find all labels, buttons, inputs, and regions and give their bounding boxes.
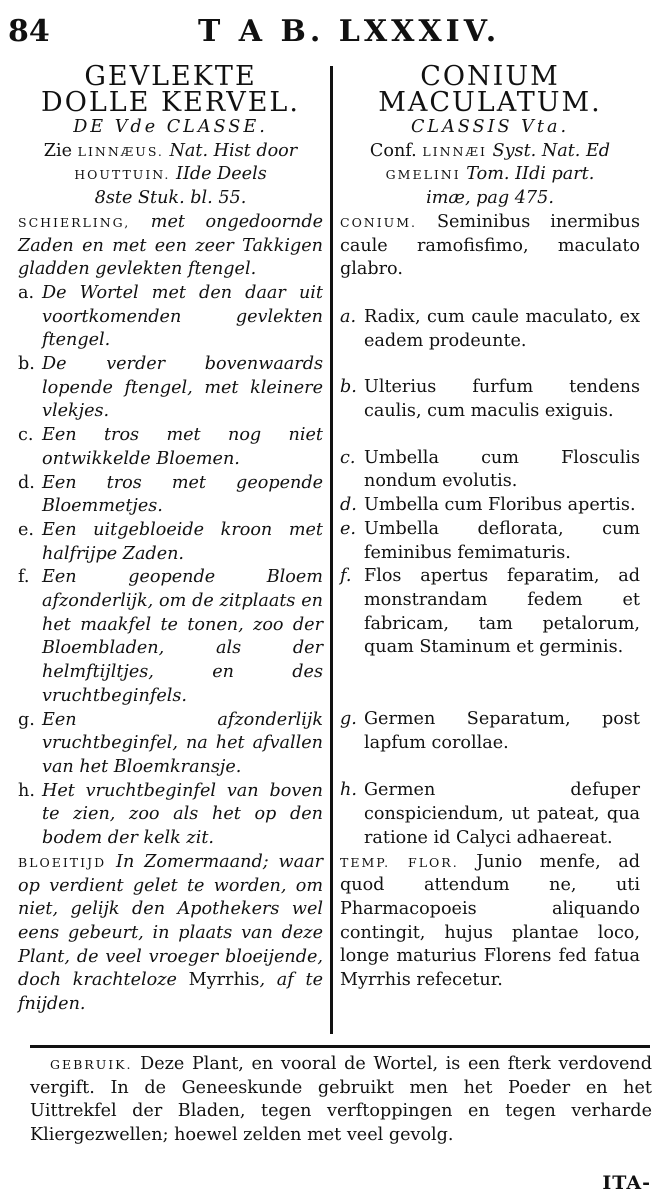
list-item: [340, 779, 640, 850]
item-text: Germen Separatum, post lapfum corollae.: [364, 709, 640, 753]
item-text: Umbella deflorata, cum feminibus femimaturis.: [364, 518, 640, 563]
item-text: Umbella cum Flosculis nondum evolutis.: [364, 447, 640, 492]
item-key: b.: [340, 377, 357, 398]
page-header: [0, 6, 663, 56]
latin-title-line-2: MACULATUM.: [378, 87, 602, 118]
list-item: [18, 566, 323, 708]
flowering-plant-name: Myrrhis: [188, 970, 260, 991]
flowering-time-dutch: [18, 851, 323, 1017]
item-text: De Wortel met den daar uit voortkomenden gevlekten ftengel.: [42, 282, 323, 351]
item-text: Het vruchtbeginfel van boven te zien, zoo als het op den bodem der kelk zit.: [42, 780, 323, 849]
list-item: [340, 376, 640, 423]
ref-work: Nat. Hist door: [163, 140, 298, 161]
item-text: Umbella cum Floribus apertis.: [364, 495, 636, 516]
flowering-text: In Zomermaand; waar op verdient gelet te worden, om niet, gelijk den Apothekers wel eens gebeurt, in plaats van deze Plant, de veel vroeger bloeijende, doch krachteloze: [18, 851, 323, 991]
ref-work: Syst. Nat. Ed: [486, 140, 611, 161]
latin-class-line: CLASSIS Vta.: [410, 117, 570, 137]
flowering-head: BLOEITIJD: [18, 854, 107, 870]
list-item: [18, 519, 323, 566]
latin-column: [340, 61, 640, 993]
item-key: h.: [340, 780, 357, 801]
latin-title-line-1: CONIUM: [420, 61, 560, 92]
dutch-title-line-1: GEVLEKTE: [84, 61, 257, 92]
item-key: g.: [18, 709, 35, 730]
latin-description: [340, 211, 640, 282]
description-head: CONIUM.: [340, 214, 417, 230]
item-key: c.: [340, 447, 356, 468]
description-head: SCHIERLING,: [18, 214, 131, 230]
flowering-time-latin: [340, 851, 640, 993]
item-text: Een uitgebloeide kroon met halfrijpe Zaden.: [42, 519, 323, 564]
item-key: e.: [18, 519, 35, 540]
ref-author: LINNÆUS.: [77, 143, 164, 159]
item-key: f.: [340, 566, 352, 587]
item-text: De verder bovenwaards lopende ftengel, met kleinere vlekjes.: [42, 354, 323, 422]
list-item: [340, 306, 640, 353]
item-key: g.: [340, 709, 357, 730]
list-item: [340, 565, 640, 660]
flowering-text: Junio menfe, ad quod attendum ne, uti Pharmacopoeis aliquando contingit, hujus plantae loco, longe maturius Florens fed fatua Myrrhis refecetur.: [340, 851, 640, 991]
list-item: [340, 518, 640, 565]
dutch-reference: [18, 140, 323, 211]
item-text: Een tros met nog niet ontwikkelde Bloemen.: [42, 425, 323, 469]
ref-author: LINNÆI: [422, 143, 487, 159]
list-item: [18, 424, 323, 471]
ref-author-2: HOUTTUIN.: [74, 167, 171, 183]
section-divider: [30, 1045, 650, 1048]
item-key: d.: [340, 495, 357, 516]
item-text: Flos apertus feparatim, ad monstrandam fedem et fabricam, tam petalorum, quam Staminum et germinis.: [364, 566, 640, 658]
item-key: c.: [18, 425, 34, 446]
flowering-head: TEMP. FLOR.: [340, 854, 459, 870]
column-divider: [330, 66, 333, 1034]
list-item: [340, 447, 640, 494]
ref-volume: Tom. IIdi part.: [460, 164, 595, 185]
dutch-description: [18, 211, 323, 282]
ref-prefix: Zie: [43, 140, 78, 161]
description-text: met ongedoornde Zaden en met een zeer Takkigen gladden gevlekten ftengel.: [18, 211, 323, 280]
item-key: a.: [18, 282, 35, 303]
ref-page: 8ste Stuk. bl. 55.: [94, 188, 247, 209]
flowering-text-end: , af te fnijden.: [18, 970, 324, 1015]
dutch-class-line: DE Vde CLASSE.: [73, 117, 268, 137]
item-text: Een geopende Bloem afzonderlijk, om de zitplaats en het maakfel te tonen, zoo der Bloembladen, als der helmftijltjes, en des vruchtbeginfels.: [42, 567, 323, 706]
catchword: ITA-: [602, 1172, 651, 1194]
item-key: e.: [340, 518, 357, 539]
item-text: Een tros met geopende Bloemmetjes.: [42, 472, 323, 517]
dutch-column: [18, 61, 324, 1017]
dutch-title-line-2: DOLLE KERVEL.: [41, 87, 300, 118]
plate-title: T A B. LXXXIV.: [198, 14, 501, 49]
latin-reference: [340, 140, 640, 211]
ref-author-2: GMELINI: [385, 167, 461, 183]
usage-head: GEBRUIK.: [50, 1057, 133, 1072]
item-key: h.: [18, 780, 35, 801]
list-item: [18, 709, 323, 780]
item-key: a.: [340, 306, 357, 327]
item-text: Ulterius furfum tendens caulis, cum maculis exiguis.: [364, 377, 640, 422]
ref-volume: IIde Deels: [170, 164, 267, 185]
usage-paragraph: [30, 1053, 652, 1148]
description-text: Seminibus inermibus caule ramofisfimo, maculato glabro.: [340, 211, 640, 280]
item-key: d.: [18, 472, 35, 493]
list-item: [340, 494, 640, 518]
ref-page: imæ, pag 475.: [426, 188, 554, 209]
list-item: [18, 282, 323, 353]
ref-prefix: Conf.: [369, 140, 423, 161]
list-item: [18, 472, 323, 519]
item-text: Germen defuper conspiciendum, ut pateat, qua ratione id Calyci adhaereat.: [364, 780, 640, 848]
usage-text: Deze Plant, en vooral de Wortel, is een fterk verdovend vergift. In de Geneeskunde gebruikt men het Poeder en het Uittrekfel der Bladen, tegen verftoppingen en tegen verharde Kliergezwellen; hoewel zelden met veel gevolg.: [30, 1054, 652, 1146]
list-item: [18, 353, 323, 424]
list-item: [18, 780, 323, 851]
list-item: [340, 708, 640, 755]
item-key: b.: [18, 354, 35, 375]
item-text: Een afzonderlijk vruchtbeginfel, na het afvallen van het Bloemkransje.: [42, 709, 323, 777]
item-key: f.: [18, 567, 30, 588]
item-text: Radix, cum caule maculato, ex eadem prodeunte.: [364, 306, 640, 351]
page-number: 84: [8, 14, 50, 49]
